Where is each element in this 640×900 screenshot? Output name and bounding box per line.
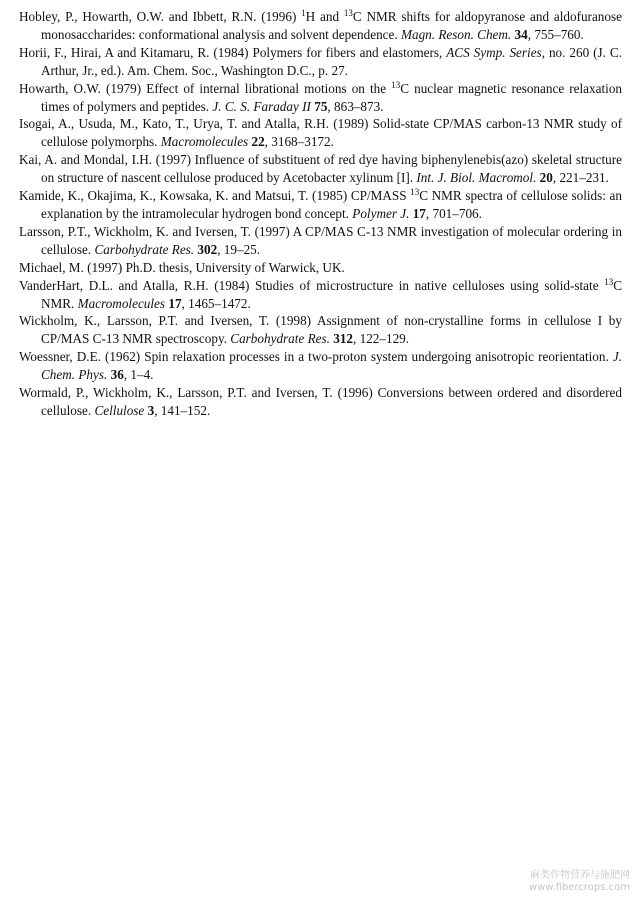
reference-text: , 122–129. <box>353 331 410 347</box>
reference-text: Kamide, K., Okajima, K., Kowsaka, K. and Matsui, T. (1985) CP/MASS <box>19 188 411 204</box>
journal-title: J. Chem. Phys. <box>41 349 622 383</box>
volume-number: 17 <box>168 295 182 311</box>
journal-title: Magn. Reson. Chem. <box>400 26 512 42</box>
journal-title: Carbohydrate Res. <box>230 331 330 347</box>
reference-text: Horii, F., Hirai, A and Kitamaru, R. (1984) Polymers for fibers and elastomers, <box>19 44 447 60</box>
reference-text: , 1–4. <box>123 367 154 383</box>
reference-entry <box>19 44 622 80</box>
reference-text: , 221–231. <box>552 170 609 186</box>
reference-text: , 755–760. <box>527 26 584 42</box>
reference-text: Woessner, D.E. (1962) Spin relaxation processes in a two-proton system undergoing anisotropic reorientation. <box>19 349 613 365</box>
reference-text: , 1465–1472. <box>181 295 251 311</box>
reference-entry <box>19 223 622 259</box>
reference-text: Wormald, P., Wickholm, K., Larsson, P.T. and Iversen, T. (1996) Conversions between ordered and disordered cellulose. <box>19 385 622 418</box>
reference-text: Michael, M. (1997) Ph.D. thesis, University of Warwick, UK. <box>19 259 345 275</box>
journal-title: Macromolecules <box>160 134 249 150</box>
reference-entry <box>19 312 622 348</box>
superscript: 13 <box>410 187 420 198</box>
journal-title: Carbohydrate Res. <box>94 241 195 257</box>
reference-text: C nuclear magnetic resonance relaxation times of polymers and peptides. <box>41 80 623 114</box>
volume-number: 302 <box>197 241 218 257</box>
reference-text: , 19–25. <box>217 241 261 257</box>
reference-entry <box>19 151 622 187</box>
volume-number: 20 <box>539 170 553 186</box>
volume-number: 3 <box>147 402 155 418</box>
journal-title: Macromolecules <box>77 295 166 311</box>
reference-text: , 141–152. <box>154 402 211 418</box>
superscript: 13 <box>604 276 614 287</box>
reference-text: H and <box>305 9 344 24</box>
reference-text: Wickholm, K., Larsson, P.T. and Iversen, T. (1998) Assignment of non-crystalline forms in cellulose I by CP/MAS C-13 NMR spectroscopy. <box>19 313 622 347</box>
reference-text: Howarth, O.W. (1979) Effect of internal librational motions on the <box>19 80 392 96</box>
volume-number: 17 <box>412 205 426 221</box>
reference-text: Hobley, P., Howarth, O.W. and Ibbett, R.N. (1996) <box>19 9 302 24</box>
journal-title: Polymer J. <box>352 205 410 221</box>
reference-text: , no. 260 (J. C. Arthur, Jr., ed.). Am. Chem. Soc., Washington D.C., p. 27. <box>41 44 622 78</box>
reference-entry <box>19 384 622 420</box>
reference-text: Isogai, A., Usuda, M., Kato, T., Urya, T. and Atalla, R.H. (1989) Solid-state CP/MAS carbon-13 NMR study of cellulose polymorphs. <box>19 116 622 150</box>
reference-text: Larsson, P.T., Wickholm, K. and Iversen, T. (1997) A CP/MAS C-13 NMR investigation of molecular ordering in cellulose. <box>19 223 622 257</box>
reference-text: VanderHart, D.L. and Atalla, R.H. (1984) Studies of microstructure in native celluloses using solid-state <box>19 277 605 293</box>
reference-text: C NMR spectra of cellulose solids: an explanation by the intramolecular hydrogen bond concept. <box>41 188 622 221</box>
reference-text: , 701–706. <box>425 205 482 221</box>
watermark-line-2: www.fibercrops.com <box>528 882 630 893</box>
superscript: 13 <box>391 79 401 90</box>
journal-title: ACS Symp. Series <box>446 44 542 60</box>
volume-number: 312 <box>333 331 353 347</box>
volume-number: 22 <box>251 134 265 150</box>
reference-entry <box>19 348 622 384</box>
reference-text: , 3168–3172. <box>264 134 334 150</box>
reference-entry <box>19 187 622 223</box>
reference-entry <box>19 8 622 44</box>
journal-title: Int. J. Biol. Macromol. <box>416 170 537 186</box>
reference-entry <box>19 115 622 151</box>
superscript: 13 <box>343 8 353 18</box>
reference-text: C NMR shifts for aldopyranose and aldofuranose monosaccharides: conformational analysis and solvent dependence. <box>41 9 622 42</box>
volume-number: 34 <box>514 26 528 42</box>
site-watermark <box>529 870 630 894</box>
reference-text: Kai, A. and Mondal, I.H. (1997) Influence of substituent of red dye having biphenylenebis(azo) skeletal structure on structure of nascent cellulose produced by Acetobacter xylinum [I]. <box>19 152 622 186</box>
reference-list <box>19 8 622 420</box>
reference-entry <box>19 80 622 116</box>
superscript: 1 <box>301 8 306 18</box>
volume-number: 75 <box>314 98 328 114</box>
reference-text: , 863–873. <box>327 98 384 114</box>
volume-number: 36 <box>110 367 124 383</box>
journal-title: J. C. S. Faraday II <box>212 98 311 114</box>
reference-entry <box>19 259 622 277</box>
reference-entry <box>19 277 622 313</box>
reference-text: C NMR. <box>41 277 622 311</box>
journal-title: Cellulose <box>94 402 145 418</box>
watermark-line-1: 麻类作物营养与施肥网 <box>530 870 630 881</box>
